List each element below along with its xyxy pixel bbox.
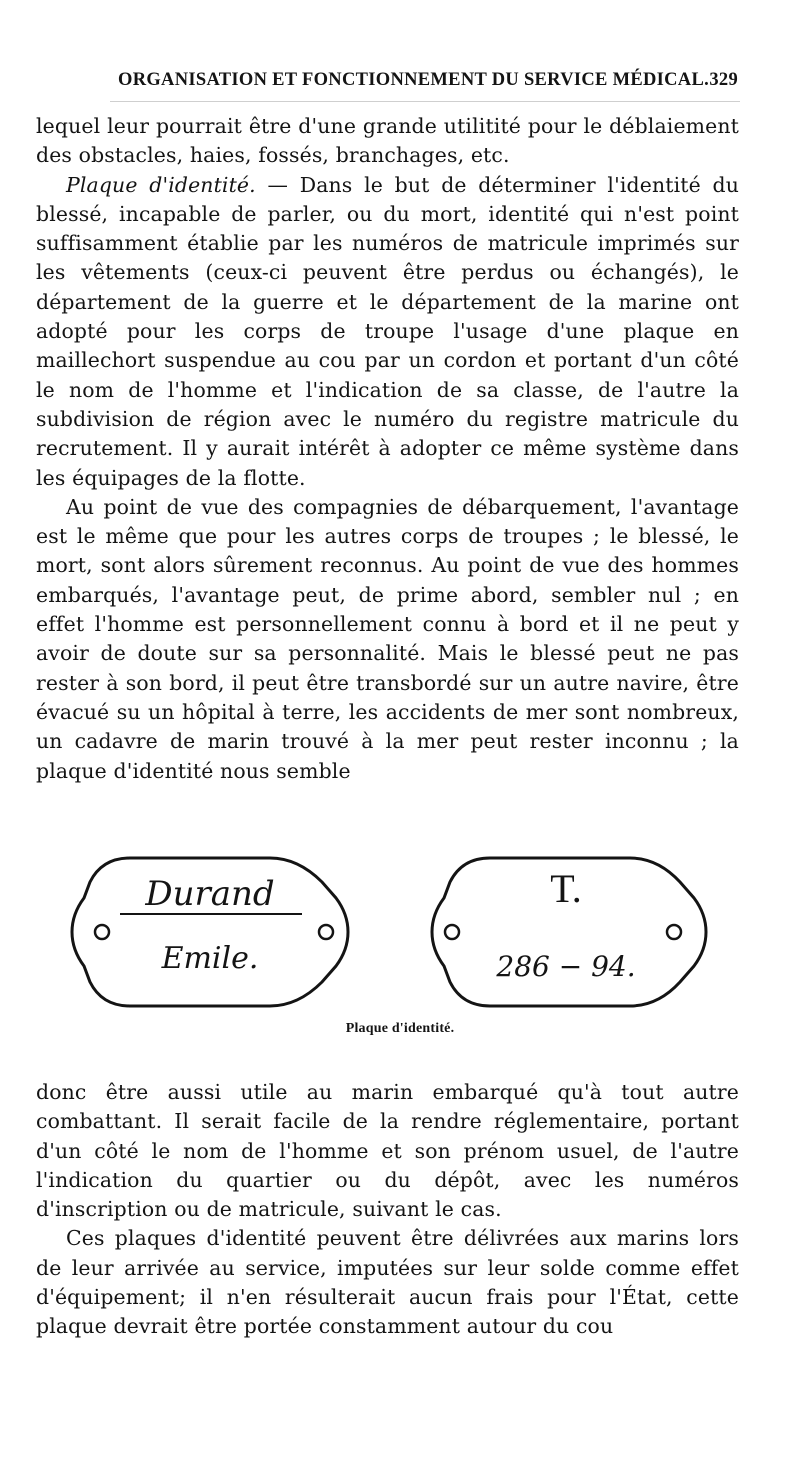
paragraph-text: lequel leur pourrait être d'une grande utilitité pour le déblaiement des obstacles, haies, fossés, branchages, etc. <box>36 114 739 168</box>
plate-letter: T. <box>550 866 582 911</box>
paragraph <box>36 493 739 786</box>
figure-caption: Plaque d'identité. <box>345 1021 455 1036</box>
paragraph <box>36 112 739 171</box>
paragraph <box>36 1224 739 1341</box>
paragraph-text: Au point de vue des compagnies de débarquement, l'avantage est le même que pour les autres corps de troupes ; le blessé, le mort, sont alors sûrement reconnus. Au point de vue des hommes embarqués, l'avantage peut, de prime abord, sembler nul ; en effet l'homme est personnellement connu à bord et il ne peut y avoir de doute sur sa personnalité. Mais le blessé peut ne pas rester à son bord, il peut être transbordé sur un autre navire, être évacué su un hôpital à terre, les accidents de mer sont nombreux, un cadavre de marin trouvé à la mer peut rester inconnu ; la plaque d'identité nous semble <box>36 494 739 783</box>
plate-number: 286 − 94. <box>496 950 636 983</box>
paragraph-text: — Dans le but de déterminer l'identité du blessé, incapable de parler, ou du mort, identité qui n'est point suffisamment établie par les numéros de matricule imprimés sur les vêtements (ceux-ci peuvent être perdus ou échangés), le département de la guerre et le département de la marine ont adopté pour les corps de troupe l'usage d'une plaque en maillechort suspendue au cou par un cordon et portant d'un côté le nom de l'homme et l'indication de sa classe, de l'autre la subdivision de région avec le numéro du registre matricule du recrutement. Il y aurait intérêt à adopter ce même système dans les équipages de la flotte. <box>36 172 739 490</box>
body-text-bottom <box>36 1078 739 1342</box>
page-number: 329 <box>709 70 738 90</box>
running-header-title: ORGANISATION ET FONCTIONNEMENT DU SERVICE MÉDICAL. <box>118 70 710 90</box>
paragraph <box>36 171 739 493</box>
identity-plates-illustration <box>70 850 710 1020</box>
plate-right <box>432 858 706 1006</box>
paragraph-text: donc être aussi utile au marin embarqué qu'à tout autre combattant. Il serait facile de la rendre réglementaire, portant d'un côté le nom de l'homme et son prénom usuel, de l'autre l'indication du quartier ou du dépôt, avec les numéros d'inscription ou de matricule, suivant le cas. <box>36 1080 739 1222</box>
paragraph-text: Ces plaques d'identité peuvent être délivrées aux marins lors de leur arrivée au service, imputées sur leur solde comme effet d'équipement; il n'en résulterait aucun frais pour l'État, cette plaque devrait être portée constamment autour du cou <box>36 1226 739 1339</box>
body-text-top <box>36 112 739 786</box>
paragraph <box>36 1078 739 1224</box>
plate-surname: Durand <box>145 874 275 914</box>
plate-left <box>72 858 348 1006</box>
header-rule <box>110 101 740 102</box>
plate-given-name: Emile. <box>161 941 259 976</box>
identity-plate-figure <box>70 850 710 1020</box>
section-heading: Plaque d'identité. <box>66 172 256 197</box>
